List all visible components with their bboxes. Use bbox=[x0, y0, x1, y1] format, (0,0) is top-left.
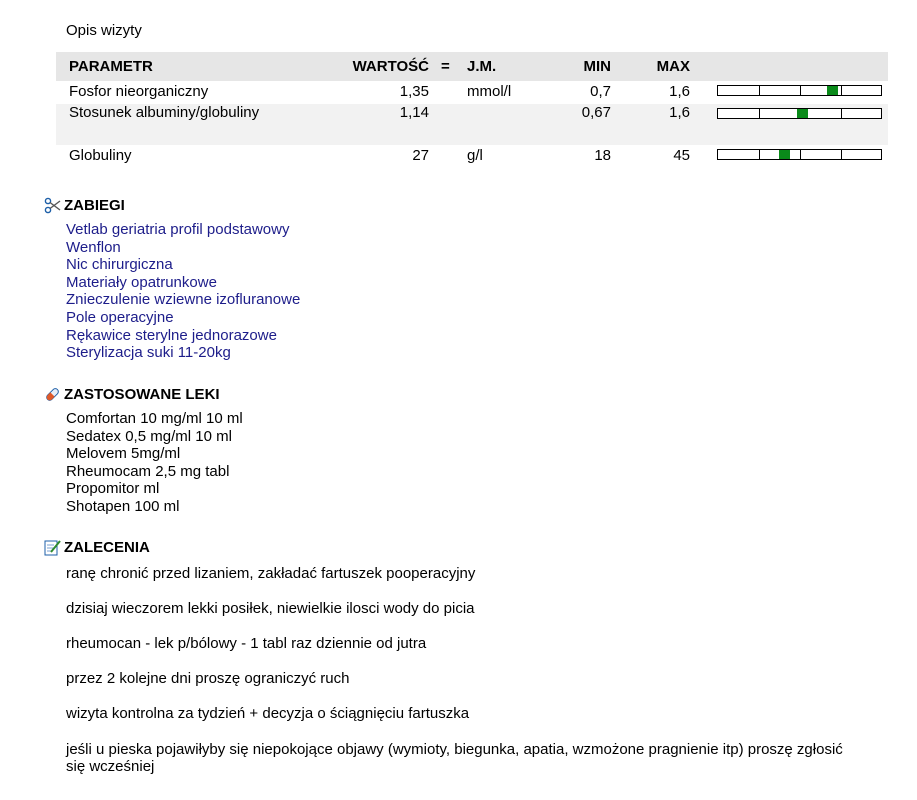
range-bar bbox=[717, 108, 882, 119]
range-marker bbox=[797, 109, 808, 118]
list-item: Wenflon bbox=[66, 238, 121, 256]
range-bar bbox=[717, 85, 882, 96]
list-item: Pole operacyjne bbox=[66, 308, 174, 326]
header-eq: = bbox=[441, 58, 450, 75]
row-min: 0,67 bbox=[581, 104, 611, 121]
section-title-text: ZASTOSOWANE LEKI bbox=[64, 386, 220, 403]
recommendation-item: ranę chronić przed lizaniem, zakładać fartuszek pooperacyjny bbox=[66, 565, 476, 582]
medications-list bbox=[66, 410, 243, 516]
section-title-recommendations bbox=[44, 539, 150, 556]
row-param: Stosunek albuminy/globuliny bbox=[69, 104, 260, 121]
section-title-medications bbox=[44, 386, 220, 403]
header-max: MAX bbox=[656, 58, 690, 75]
header-min: MIN bbox=[583, 58, 611, 75]
list-item: Nic chirurgiczna bbox=[66, 256, 173, 274]
row-min: 18 bbox=[594, 147, 611, 164]
row-value: 27 bbox=[412, 147, 429, 164]
list-item: Sedatex 0,5 mg/ml 10 ml bbox=[66, 427, 232, 445]
list-item: Rękawice sterylne jednorazowe bbox=[66, 326, 277, 344]
section-title-text: ZABIEGI bbox=[64, 197, 125, 214]
list-item: Rheumocam 2,5 mg tabl bbox=[66, 462, 230, 480]
range-bar bbox=[717, 149, 882, 160]
list-item: Shotapen 100 ml bbox=[66, 497, 180, 515]
header-param: PARAMETR bbox=[69, 58, 153, 75]
visit-description-label: Opis wizyty bbox=[66, 22, 142, 39]
header-unit: J.M. bbox=[467, 58, 497, 75]
row-unit: mmol/l bbox=[467, 83, 512, 100]
results-table-header bbox=[56, 52, 888, 81]
table-row bbox=[56, 83, 888, 103]
range-marker bbox=[779, 150, 790, 159]
row-unit: g/l bbox=[467, 147, 483, 164]
table-row bbox=[56, 104, 888, 145]
list-item: Propomitor ml bbox=[66, 480, 160, 498]
recommendation-item: dzisiaj wieczorem lekki posiłek, niewielkie ilosci wody do picia bbox=[66, 600, 475, 617]
list-item: Znieczulenie wziewne izofluranowe bbox=[66, 291, 301, 309]
row-value: 1,14 bbox=[399, 104, 429, 121]
recommendation-item: jeśli u pieska pojawiłyby się niepokojące objawy (wymioty, biegunka, apatia, wzmożone pragnienie itp) proszę zgłosić się wcześniej bbox=[66, 741, 843, 775]
row-value: 1,35 bbox=[399, 83, 429, 100]
list-item: Materiały opatrunkowe bbox=[66, 273, 217, 291]
row-max: 1,6 bbox=[669, 83, 690, 100]
procedures-list bbox=[66, 221, 300, 362]
section-title-procedures bbox=[44, 197, 125, 214]
row-min: 0,7 bbox=[590, 83, 611, 100]
list-item: Comfortan 10 mg/ml 10 ml bbox=[66, 410, 243, 427]
list-item: Sterylizacja suki 11-20kg bbox=[66, 344, 231, 362]
list-item: Melovem 5mg/ml bbox=[66, 445, 181, 463]
row-max: 45 bbox=[673, 147, 690, 164]
header-value: WARTOŚĆ bbox=[352, 58, 429, 75]
recommendation-item: rheumocan - lek p/bólowy - 1 tabl raz dziennie od jutra bbox=[66, 635, 427, 652]
section-title-text: ZALECENIA bbox=[64, 539, 150, 556]
recommendation-item: przez 2 kolejne dni proszę ograniczyć ruch bbox=[66, 670, 350, 687]
row-param: Fosfor nieorganiczny bbox=[69, 83, 209, 100]
notepad-pencil-icon bbox=[44, 539, 61, 556]
recommendation-item: wizyta kontrolna za tydzień + decyzja o ściągnięciu fartuszka bbox=[66, 705, 470, 722]
row-max: 1,6 bbox=[669, 104, 690, 121]
range-marker bbox=[827, 86, 838, 95]
scissors-icon bbox=[44, 197, 61, 214]
row-param: Globuliny bbox=[69, 147, 132, 164]
table-row bbox=[56, 147, 888, 167]
pill-icon bbox=[44, 386, 61, 403]
list-item: Vetlab geriatria profil podstawowy bbox=[66, 221, 290, 238]
